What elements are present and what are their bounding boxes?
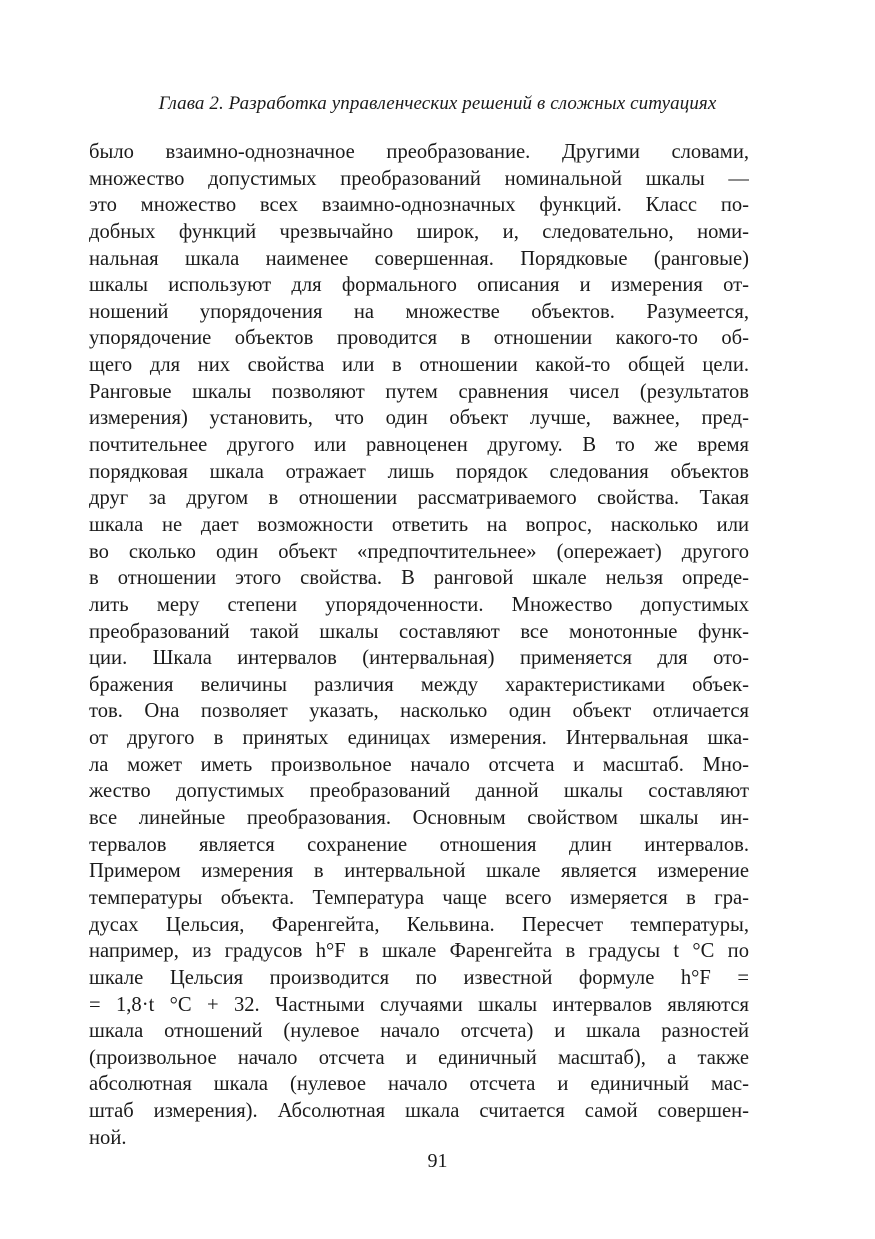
text-line: было взаимно-однозначное преобразование. Другими словами, — [89, 141, 749, 163]
text-line: жество допустимых преобразований данной шкалы составляют — [89, 780, 749, 803]
text-line: это множество всех взаимно-однозначных функций. Класс по- — [89, 194, 749, 217]
text-line: в отношении этого свойства. В ранговой шкале нельзя опреде- — [89, 567, 749, 590]
text-line: ной. — [89, 1126, 127, 1149]
page-number: 91 — [427, 1150, 448, 1172]
text-line: измерения) установить, что один объект лучше, важнее, пред- — [89, 407, 749, 430]
text-line: ции. Шкала интервалов (интервальная) применяется для ото- — [89, 647, 749, 670]
text-line: = 1,8·t °C + 32. Частными случаями шкалы интервалов являются — [89, 993, 749, 1016]
text-line: бражения величины различия между характеристиками объек- — [89, 673, 749, 696]
text-line: множество допустимых преобразований номинальной шкалы — — [89, 167, 749, 190]
text-line: тервалов является сохранение отношения длин интервалов. — [89, 833, 749, 856]
text-line: температуры объекта. Температура чаще всего измеряется в гра- — [89, 886, 749, 909]
text-line: лить меру степени упорядоченности. Множество допустимых — [89, 593, 749, 616]
text-line: друг за другом в отношении рассматриваемого свойства. Такая — [89, 487, 749, 510]
text-line: штаб измерения). Абсолютная шкала считается самой совершен- — [89, 1100, 749, 1123]
text-line: Ранговые шкалы позволяют путем сравнения чисел (результатов — [89, 380, 749, 403]
body-text — [89, 139, 749, 1151]
text-line: почтительнее другого или равноценен другому. В то же время — [89, 434, 749, 457]
running-head: Глава 2. Разработка управленческих решений в сложных ситуациях — [158, 93, 717, 114]
text-line: добных функций чрезвычайно широк, и, следовательно, номи- — [89, 220, 749, 243]
text-line: абсолютная шкала (нулевое начало отсчета и единичный мас- — [89, 1073, 749, 1096]
text-line: Примером измерения в интервальной шкале является измерение — [89, 860, 749, 883]
text-line: тов. Она позволяет указать, насколько один объект отличается — [89, 700, 749, 723]
text-line: например, из градусов h°F в шкале Фаренгейта в градусы t °C по — [89, 940, 749, 963]
text-line: ношений упорядочения на множестве объектов. Разумеется, — [89, 300, 749, 323]
text-line: шкалы используют для формального описания и измерения от- — [89, 274, 749, 297]
text-line: (произвольное начало отсчета и единичный масштаб), а также — [89, 1046, 749, 1069]
text-line: дусах Цельсия, Фаренгейта, Кельвина. Пересчет температуры, — [89, 913, 749, 936]
text-line: шкала отношений (нулевое начало отсчета) и шкала разностей — [89, 1020, 749, 1043]
text-line: шкале Цельсия производится по известной формуле h°F = — [89, 966, 749, 989]
text-line: во сколько один объект «предпочтительнее» (опережает) другого — [89, 540, 749, 563]
text-line: ла может иметь произвольное начало отсчета и масштаб. Мно- — [89, 753, 749, 776]
text-line: упорядочение объектов проводится в отношении какого-то об- — [89, 327, 749, 350]
text-line: от другого в принятых единицах измерения. Интервальная шка- — [89, 727, 749, 750]
text-line: шкала не дает возможности ответить на вопрос, насколько или — [89, 513, 749, 536]
text-line: нальная шкала наименее совершенная. Порядковые (ранговые) — [89, 247, 749, 270]
text-line: порядковая шкала отражает лишь порядок следования объектов — [89, 460, 749, 483]
text-line: преобразований такой шкалы составляют все монотонные функ- — [89, 620, 749, 643]
text-line: щего для них свойства или в отношении какой-то общей цели. — [89, 354, 749, 377]
text-line: все линейные преобразования. Основным свойством шкалы ин- — [89, 807, 749, 830]
